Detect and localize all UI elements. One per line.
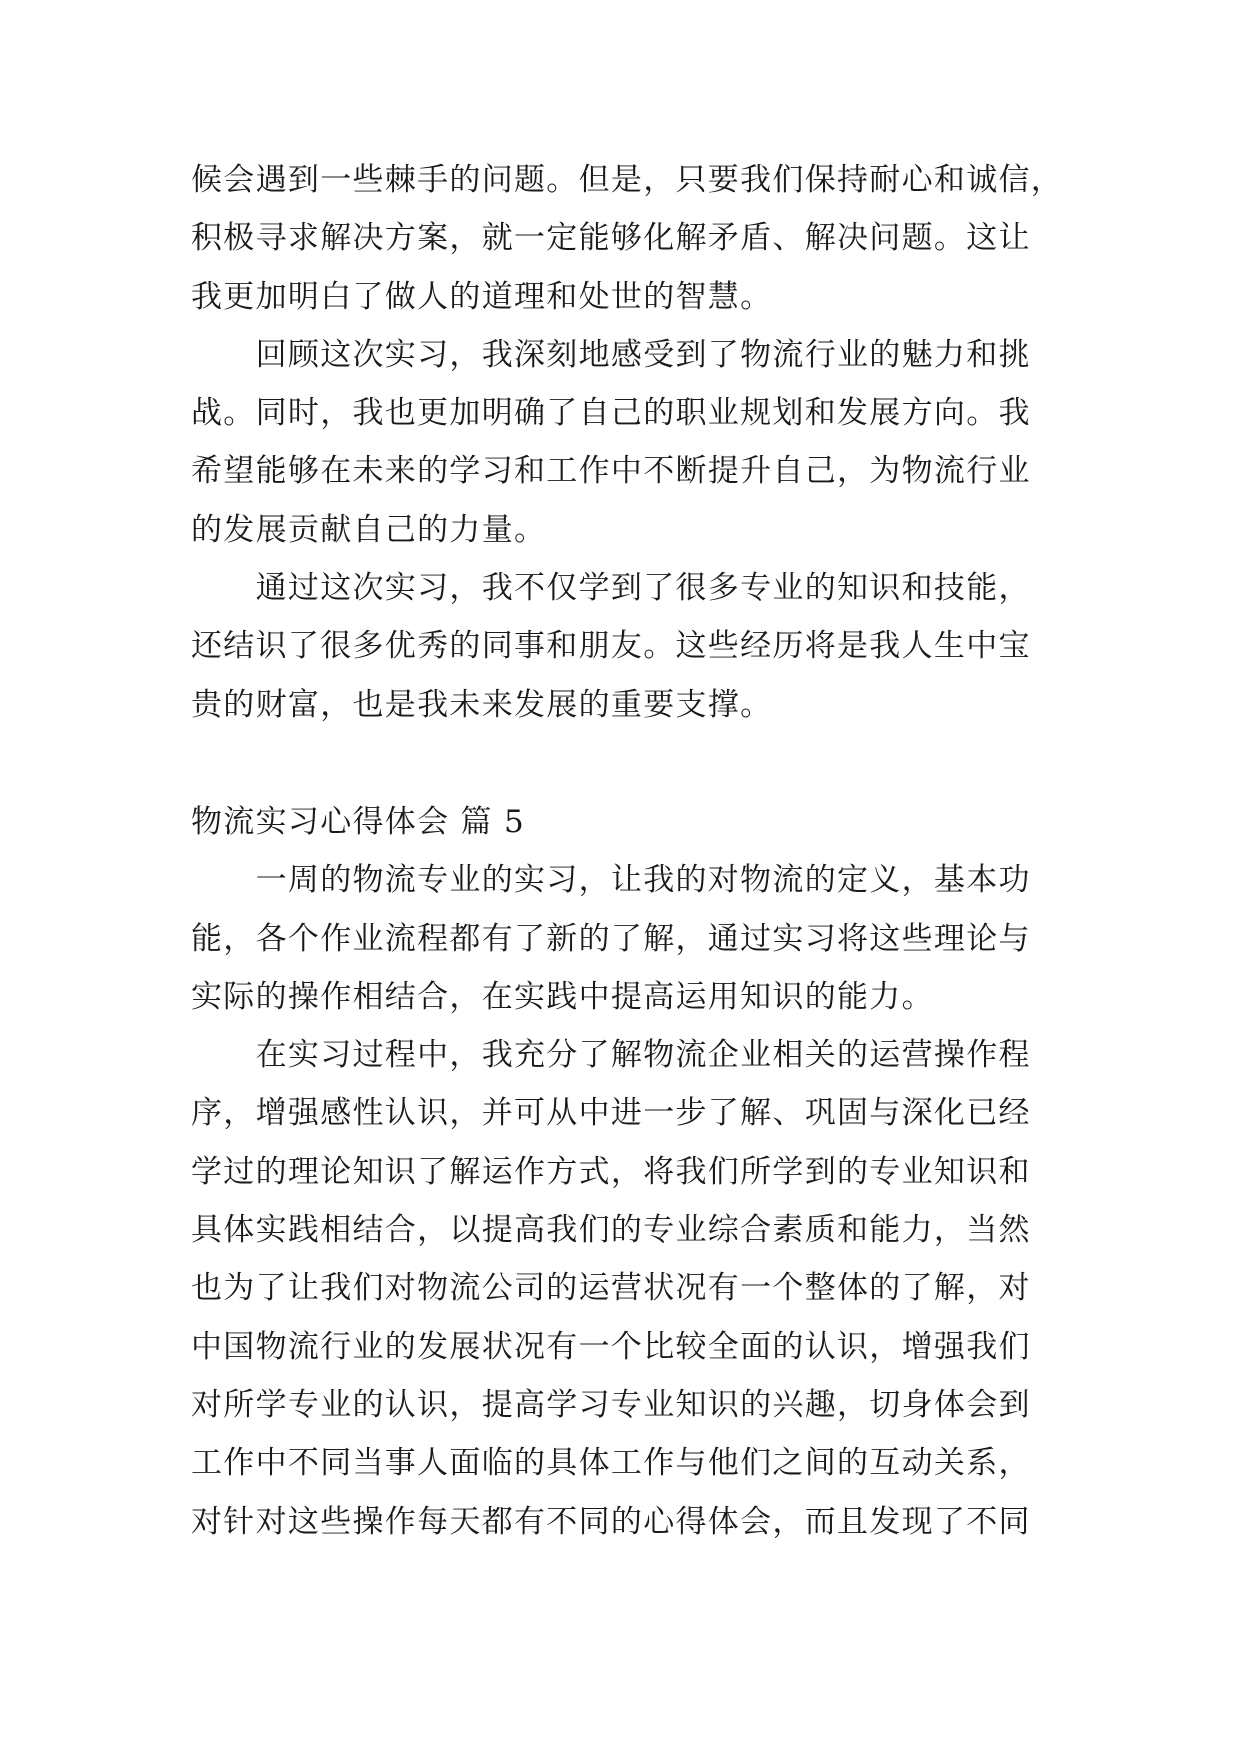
text-line: 在实习过程中，我充分了解物流企业相关的运营操作程 <box>191 1037 1031 1074</box>
text-line: 学过的理论知识了解运作方式，将我们所学到的专业知识和 <box>191 1153 1031 1190</box>
text-line: 通过这次实习，我不仅学到了很多专业的知识和技能， <box>191 570 1031 607</box>
text-line: 能，各个作业流程都有了新的了解，通过实习将这些理论与 <box>191 920 1031 957</box>
text-line: 回顾这次实习，我深刻地感受到了物流行业的魅力和挑 <box>191 336 1031 373</box>
text-line: 具体实践相结合，以提高我们的专业综合素质和能力，当然 <box>191 1212 1031 1249</box>
text-line: 候会遇到一些棘手的问题。但是，只要我们保持耐心和诚信， <box>191 162 1064 198</box>
text-line: 工作中不同当事人面临的具体工作与他们之间的互动关系， <box>191 1445 1031 1482</box>
text-line: 对所学专业的认识，提高学习专业知识的兴趣，切身体会到 <box>191 1386 1031 1423</box>
text-line: 中国物流行业的发展状况有一个比较全面的认识，增强我们 <box>191 1328 1031 1365</box>
document-body <box>191 151 1064 1551</box>
paragraph-gap <box>191 734 1051 793</box>
text-line: 贵的财富，也是我未来发展的重要支撑。 <box>191 686 773 723</box>
text-line: 战。同时，我也更加明确了自己的职业规划和发展方向。我 <box>191 395 1031 432</box>
text-line: 希望能够在未来的学习和工作中不断提升自己，为物流行业 <box>191 453 1031 490</box>
text-line: 积极寻求解决方案，就一定能够化解矛盾、解决问题。这让 <box>191 220 1031 257</box>
text-line: 的发展贡献自己的力量。 <box>191 511 547 548</box>
section-heading: 物流实习心得体会 篇 5 <box>191 803 526 840</box>
text-line: 实际的操作相结合，在实践中提高运用知识的能力。 <box>191 978 934 1015</box>
text-line: 也为了让我们对物流公司的运营状况有一个整体的了解，对 <box>191 1270 1031 1307</box>
text-line: 我更加明白了做人的道理和处世的智慧。 <box>191 278 773 315</box>
text-line: 对针对这些操作每天都有不同的心得体会，而且发现了不同 <box>191 1503 1031 1540</box>
text-line: 还结识了很多优秀的同事和朋友。这些经历将是我人生中宝 <box>191 628 1031 665</box>
text-line: 一周的物流专业的实习，让我的对物流的定义，基本功 <box>191 862 1031 899</box>
text-line: 序，增强感性认识，并可从中进一步了解、巩固与深化已经 <box>191 1095 1031 1132</box>
